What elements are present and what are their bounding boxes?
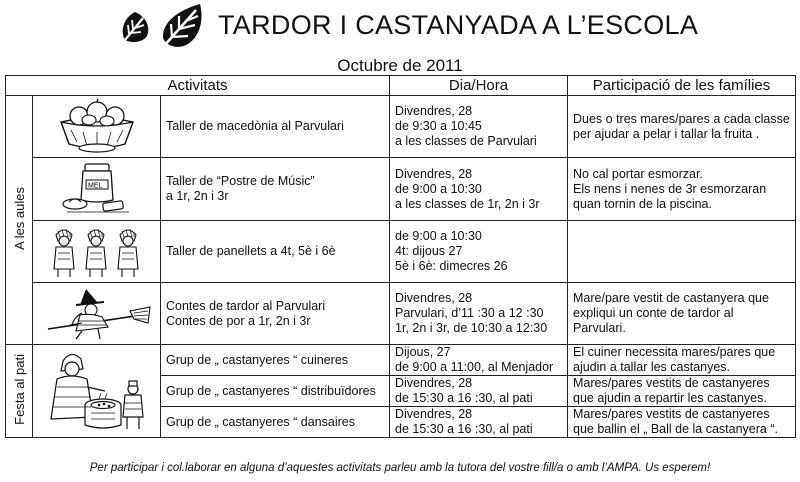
page-header (0, 0, 800, 50)
witch-broom-icon (42, 285, 152, 343)
table-row (6, 158, 796, 221)
group-label-text: A les aules (11, 186, 27, 250)
activity-cell: Grup de „ castanyeres “ dansaires (161, 407, 390, 438)
activity-cell: Taller de macedònia al Parvulari (161, 96, 390, 158)
activity-cell: Grup de „ castanyeres “ distribuïdores (161, 376, 390, 407)
table-row (6, 96, 796, 158)
participation-cell (568, 221, 796, 283)
column-header-activities: Activitats (6, 76, 390, 96)
chestnut-sellers-picture (33, 221, 161, 283)
honey-jar-picture (33, 158, 161, 221)
activities-table (5, 75, 796, 438)
date-cell: Divendres, 28 de 9:30 a 10:45 a les classes de Parvulari (390, 96, 568, 158)
fruit-bowl-picture (33, 96, 161, 158)
group-label-text: Festa al pati (11, 353, 27, 425)
group-label-classrooms (6, 96, 33, 345)
date-cell: Divendres, 28 de 15:30 a 16 :30, al pati (390, 407, 568, 438)
table-row (6, 221, 796, 283)
participation-cell: Mares/pares vestits de castanyeres que ballin el „ Ball de la castanyera “. (568, 407, 796, 438)
date-cell: Divendres, 28 de 15:30 a 16 :30, al pati (390, 376, 568, 407)
column-header-date: Dia/Hora (390, 76, 568, 96)
date-cell: Divendres, 28 Parvulari, d’11 :30 a 12 :30 1r, 2n i 3r, de 10:30 a 12:30 (390, 283, 568, 345)
footer-note: Per participar i col.laborar en alguna d’aquestes activitats parleu amb la tutora del vostre fill/a o amb l’AMPA. Us esperem! (89, 462, 711, 474)
witch-broom-picture (33, 283, 161, 345)
activity-cell: Taller de panellets a 4t, 5è i 6è (161, 221, 390, 283)
large-leaf-icon (160, 2, 206, 50)
castanyera-roasting-icon (41, 347, 153, 435)
participation-cell: No cal portar esmorzar. Els nens i nenes de 3r esmorzaran quan tornin de la piscina. (568, 158, 796, 221)
group-label-playground (6, 345, 33, 438)
chestnut-sellers-icon (42, 223, 152, 281)
date-cell: Divendres, 28 de 9:00 a 10:30 a les classes de 1r, 2n i 3r (390, 158, 568, 221)
svg-text:MEL: MEL (87, 182, 102, 190)
page-subtitle: Octubre de 2011 (337, 56, 463, 75)
honey-jar-icon (47, 160, 147, 218)
activity-cell: Taller de “Postre de Músic” a 1r, 2n i 3r (161, 158, 390, 221)
date-cell: de 9:00 a 10:30 4t: dijous 27 5è i 6è: dimecres 26 (390, 221, 568, 283)
participation-cell: Mare/pare vestit de castanyera que expliqui un conte de tardor al Parvulari. (568, 283, 796, 345)
castanyera-roasting-picture (33, 345, 161, 438)
participation-cell: El cuiner necessita mares/pares que ajudin a tallar les castanyes. (568, 345, 796, 376)
fruit-bowl-icon (47, 98, 147, 156)
date-cell: Dijous, 27 de 9:00 a 11:00, al Menjador (390, 345, 568, 376)
activity-cell: Grup de „ castanyeres “ cuineres (161, 345, 390, 376)
participation-cell: Mares/pares vestits de castanyeres que ajudin a repartir les castanyes. (568, 376, 796, 407)
table-row (6, 283, 796, 345)
participation-cell: Dues o tres mares/pares a cada classe per ajudar a pelar i tallar la fruita . (568, 96, 796, 158)
table-row (6, 345, 796, 376)
page-title: TARDOR I CASTANYADA A L’ESCOLA (218, 10, 699, 40)
table-header-row (6, 76, 796, 96)
small-leaf-icon (117, 10, 153, 46)
column-header-participation: Participació de les famílies (568, 76, 796, 96)
activity-cell: Contes de tardor al Parvulari Contes de por a 1r, 2n i 3r (161, 283, 390, 345)
